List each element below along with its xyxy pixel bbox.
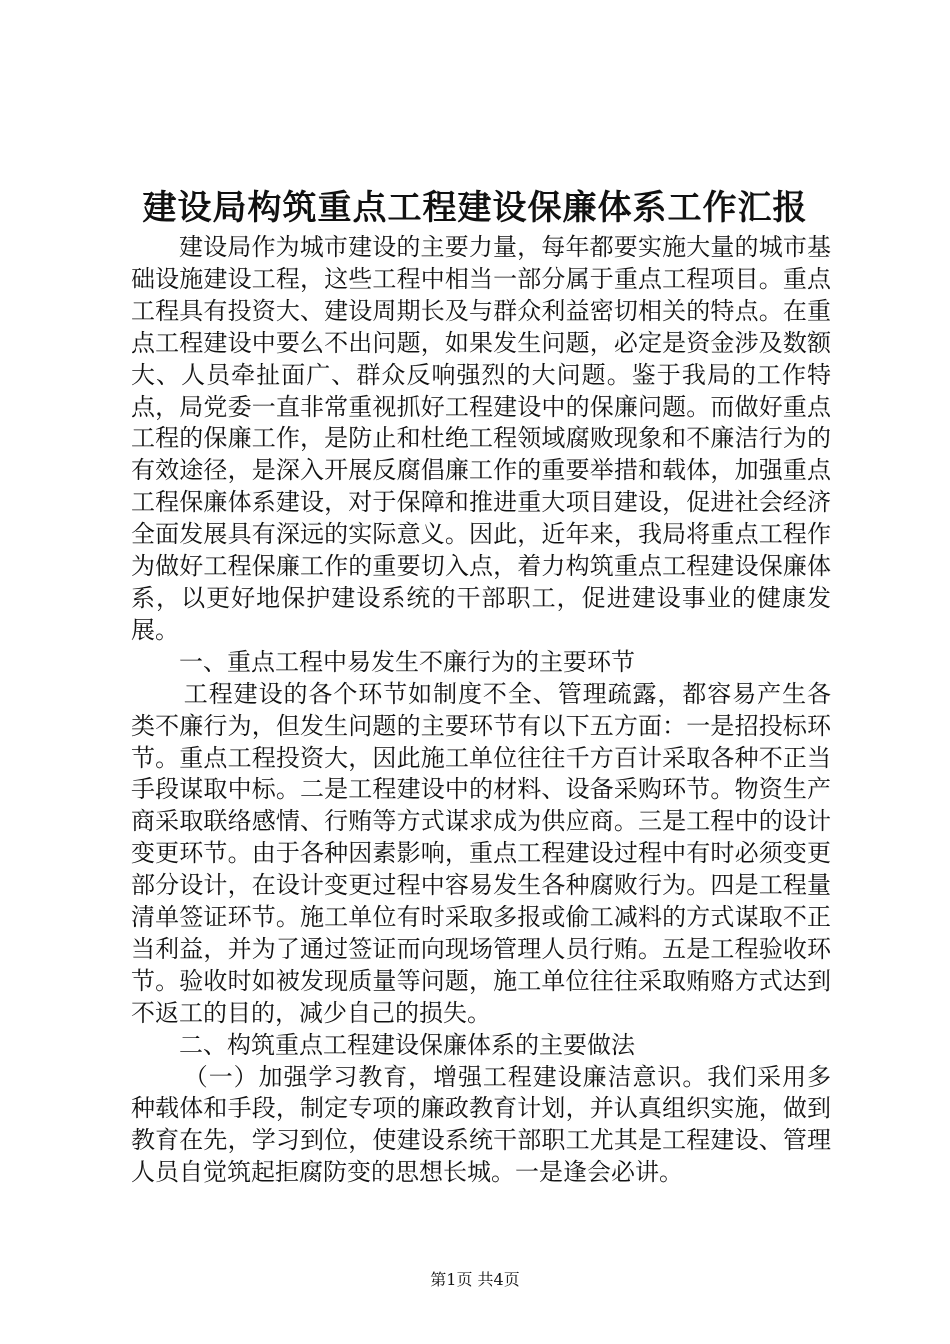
paragraph-intro: 建设局作为城市建设的主要力量，每年都要实施大量的城市基础设施建设工程，这些工程中相当一部分属于重点工程项目。重点工程具有投资大、建设周期长及与群众利益密切相关的特点。在重点工程建设中要么不出问题，如果发生问题，必定是资金涉及数额大、人员牵扯面广、群众反响强烈的大问题。鉴于我局的工作特点，局党委一直非常重视抓好工程建设中的保廉问题。而做好重点工程的保廉工作，是防止和杜绝工程领域腐败现象和不廉洁行为的有效途径，是深入开展反腐倡廉工作的重要举措和载体，加强重点工程保廉体系建设，对于保障和推进重大项目建设，促进社会经济全面发展具有深远的实际意义。因此，近年来，我局将重点工程作为做好工程保廉工作的重要切入点，着力构筑重点工程建设保廉体系，以更好地保护建设系统的干部职工，促进建设事业的健康发展。 [131, 233, 831, 644]
document-body [131, 232, 831, 1189]
paragraph-section-2-1: （一）加强学习教育，增强工程建设廉洁意识。我们采用多种载体和手段，制定专项的廉政教育计划，并认真组织实施，做到教育在先，学习到位，使建设系统干部职工尤其是工程建设、管理人员自觉筑起拒腐防变的思想长城。一是逢会必讲。 [131, 1062, 831, 1187]
paragraph-section-1: 工程建设的各个环节如制度不全、管理疏露，都容易产生各类不廉行为，但发生问题的主要环节有以下五方面：一是招投标环节。重点工程投资大，因此施工单位往往千方百计采取各种不正当手段谋取中标。二是工程建设中的材料、设备采购环节。物资生产商采取联络感情、行贿等方式谋求成为供应商。三是工程中的设计变更环节。由于各种因素影响，重点工程建设过程中有时必须变更部分设计，在设计变更过程中容易发生各种腐败行为。四是工程量清单签证环节。施工单位有时采取多报或偷工减料的方式谋取不正当利益，并为了通过签证而向现场管理人员行贿。五是工程验收环节。验收时如被发现质量等问题，施工单位往往采取贿赂方式达到不返工的目的，减少自己的损失。 [131, 679, 831, 1027]
document-title: 建设局构筑重点工程建设保廉体系工作汇报 [142, 188, 808, 228]
section-heading-1: 一、重点工程中易发生不廉行为的主要环节 [179, 647, 635, 676]
page-footer: 第1页 共4页 [430, 1270, 520, 1289]
section-heading-2: 二、构筑重点工程建设保廉体系的主要做法 [179, 1030, 635, 1059]
